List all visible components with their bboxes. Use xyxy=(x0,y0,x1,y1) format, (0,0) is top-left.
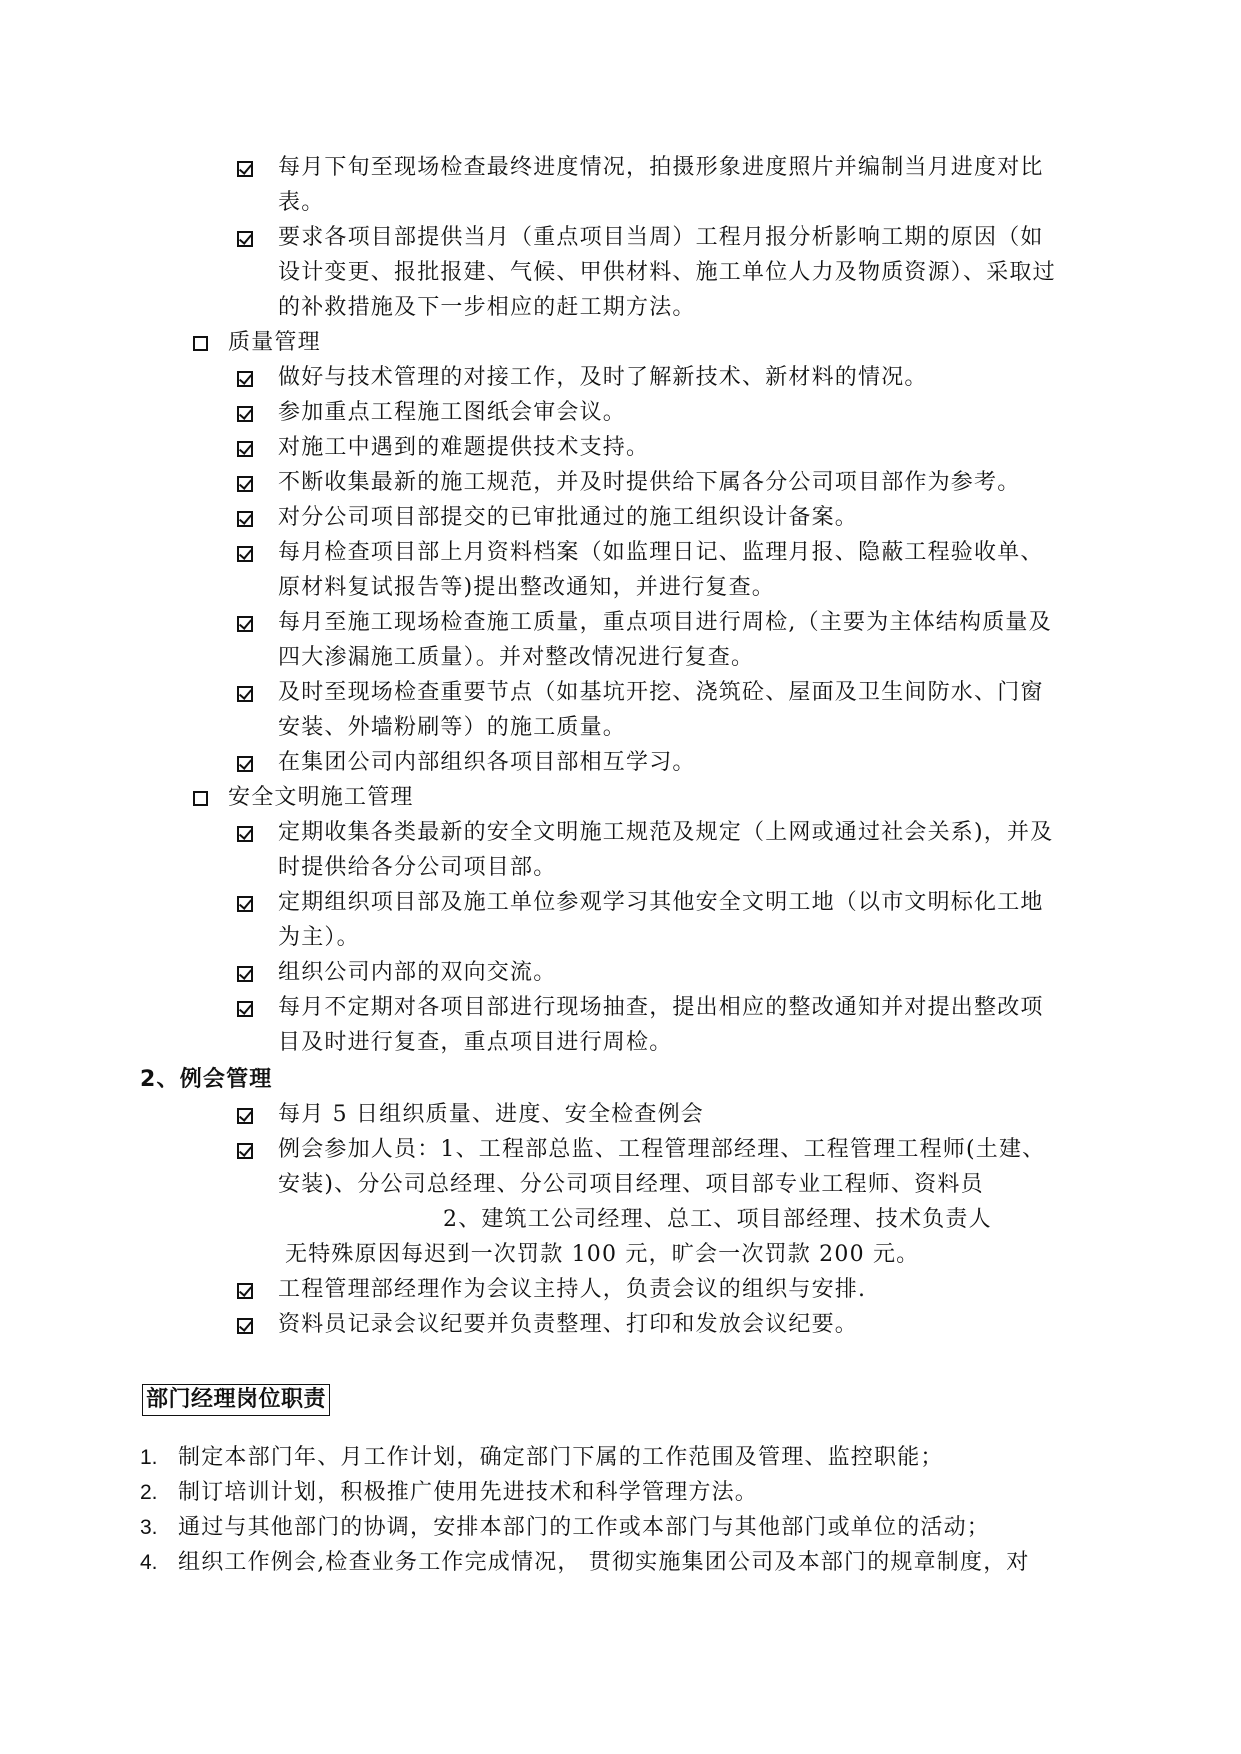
duty-item-2: 制订培训计划，积极推广使用先进技术和科学管理方法。 xyxy=(178,1480,759,1505)
checkbox-checked-icon xyxy=(237,686,253,702)
duty-item-3: 通过与其他部门的协调，安排本部门的工作或本部门与其他部门或单位的活动； xyxy=(178,1515,991,1540)
checkbox-checked-icon xyxy=(237,896,253,912)
meeting-item-2-line-3: 2、建筑工公司经理、总工、项目部经理、技术负责人 xyxy=(443,1207,992,1232)
duty-number: 1. xyxy=(140,1446,158,1469)
duties-title: 部门经理岗位职责 xyxy=(142,1384,330,1416)
quality-heading: 质量管理 xyxy=(228,330,321,355)
quality-item-3: 对施工中遇到的难题提供技术支持。 xyxy=(278,435,650,460)
meeting-penalty: 无特殊原因每迟到一次罚款 100 元，旷会一次罚款 200 元。 xyxy=(285,1242,920,1267)
duty-number: 2. xyxy=(140,1481,158,1504)
safety-item-3: 组织公司内部的双向交流。 xyxy=(278,960,557,985)
checkbox-checked-icon xyxy=(237,1143,253,1159)
progress-item-2-line-2: 设计变更、报批报建、气候、甲供材料、施工单位人力及物质资源）、采取过 xyxy=(278,260,1056,285)
checkbox-empty-icon xyxy=(193,336,208,351)
quality-item-6-line-2: 原材料复试报告等)提出整改通知，并进行复查。 xyxy=(278,575,775,600)
checkbox-checked-icon xyxy=(237,441,253,457)
checkbox-checked-icon xyxy=(237,476,253,492)
checkbox-checked-icon xyxy=(237,756,253,772)
safety-item-1-line-1: 定期收集各类最新的安全文明施工规范及规定（上网或通过社会关系)，并及 xyxy=(278,820,1054,845)
checkbox-checked-icon xyxy=(237,826,253,842)
quality-item-7-line-1: 每月至施工现场检查施工质量，重点项目进行周检,（主要为主体结构质量及 xyxy=(278,610,1052,635)
duty-item-1: 制定本部门年、月工作计划，确定部门下属的工作范围及管理、监控职能； xyxy=(178,1445,944,1470)
progress-item-2-line-3: 的补救措施及下一步相应的赶工期方法。 xyxy=(278,295,696,320)
checkbox-checked-icon xyxy=(237,511,253,527)
meeting-item-1: 每月 5 日组织质量、进度、安全检查例会 xyxy=(278,1102,704,1127)
quality-item-8-line-2: 安装、外墙粉刷等）的施工质量。 xyxy=(278,715,627,740)
checkbox-checked-icon xyxy=(237,1108,253,1124)
safety-item-2-line-2: 为主）。 xyxy=(278,925,360,950)
checkbox-checked-icon xyxy=(237,966,253,982)
safety-item-1-line-2: 时提供给各分公司项目部。 xyxy=(278,855,557,880)
meeting-item-2-line-2: 安装)、分公司总经理、分公司项目经理、项目部专业工程师、资料员 xyxy=(278,1172,984,1197)
checkbox-checked-icon xyxy=(237,161,253,177)
safety-heading: 安全文明施工管理 xyxy=(228,785,414,810)
checkbox-empty-icon xyxy=(193,791,208,806)
checkbox-checked-icon xyxy=(237,231,253,247)
quality-item-8-line-1: 及时至现场检查重要节点（如基坑开挖、浇筑砼、屋面及卫生间防水、门窗 xyxy=(278,680,1044,705)
meeting-item-2-line-1: 例会参加人员：1、工程部总监、工程管理部经理、工程管理工程师(土建、 xyxy=(278,1137,1046,1162)
safety-item-2-line-1: 定期组织项目部及施工单位参观学习其他安全文明工地（以市文明标化工地 xyxy=(278,890,1044,915)
quality-item-4: 不断收集最新的施工规范，并及时提供给下属各分公司项目部作为参考。 xyxy=(278,470,1021,495)
duty-item-4: 组织工作例会,检查业务工作完成情况， 贯彻实施集团公司及本部门的规章制度，对 xyxy=(178,1550,1030,1575)
progress-item-2-line-1: 要求各项目部提供当月（重点项目当周）工程月报分析影响工期的原因（如 xyxy=(278,225,1044,250)
checkbox-checked-icon xyxy=(237,616,253,632)
safety-item-4-line-2: 目及时进行复查，重点项目进行周检。 xyxy=(278,1030,673,1055)
checkbox-checked-icon xyxy=(237,1318,253,1334)
checkbox-checked-icon xyxy=(237,1001,253,1017)
quality-item-9: 在集团公司内部组织各项目部相互学习。 xyxy=(278,750,696,775)
quality-item-5: 对分公司项目部提交的已审批通过的施工组织设计备案。 xyxy=(278,505,859,530)
progress-item-1-line-1: 每月下旬至现场检查最终进度情况，拍摄形象进度照片并编制当月进度对比 xyxy=(278,155,1044,180)
checkbox-checked-icon xyxy=(237,371,253,387)
quality-item-2: 参加重点工程施工图纸会审会议。 xyxy=(278,400,627,425)
checkbox-checked-icon xyxy=(237,406,253,422)
safety-item-4-line-1: 每月不定期对各项目部进行现场抽查，提出相应的整改通知并对提出整改项 xyxy=(278,995,1044,1020)
quality-item-1: 做好与技术管理的对接工作，及时了解新技术、新材料的情况。 xyxy=(278,365,928,390)
checkbox-checked-icon xyxy=(237,546,253,562)
checkbox-checked-icon xyxy=(237,1283,253,1299)
quality-item-7-line-2: 四大渗漏施工质量）。并对整改情况进行复查。 xyxy=(278,645,755,670)
quality-item-6-line-1: 每月检查项目部上月资料档案（如监理日记、监理月报、隐蔽工程验收单、 xyxy=(278,540,1044,565)
meeting-item-4: 资料员记录会议纪要并负责整理、打印和发放会议纪要。 xyxy=(278,1312,859,1337)
duty-number: 4. xyxy=(140,1551,158,1574)
meeting-heading: 2、例会管理 xyxy=(140,1067,273,1092)
meeting-item-3: 工程管理部经理作为会议主持人，负责会议的组织与安排. xyxy=(278,1277,867,1302)
progress-item-1-line-2: 表。 xyxy=(278,190,325,215)
duty-number: 3. xyxy=(140,1516,158,1539)
